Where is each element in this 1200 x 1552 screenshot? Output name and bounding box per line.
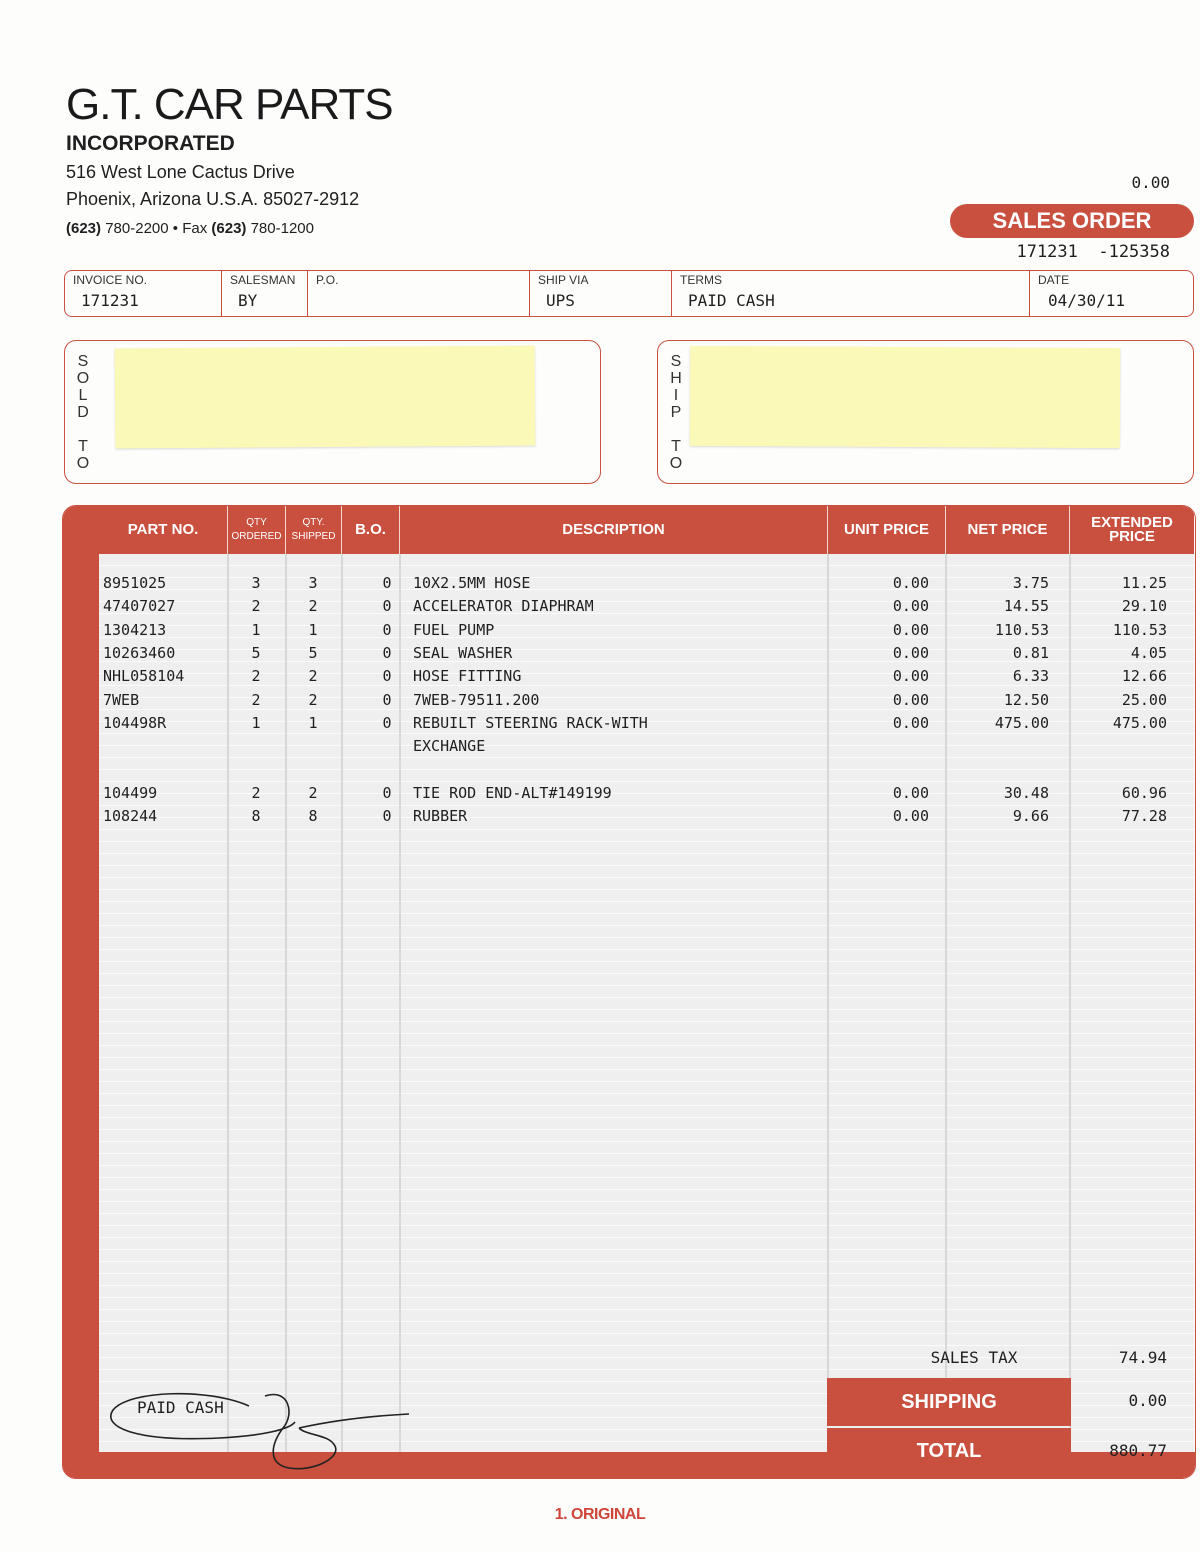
qty-ordered: 2 [251,691,261,709]
total-label: TOTAL [827,1428,1071,1479]
phone-number: 780-2200 [105,220,169,237]
phone-area: (623) [66,220,102,237]
extended-price: 29.10 [1121,597,1167,615]
net-price: 0.81 [1012,644,1049,662]
part-number: NHL058104 [103,667,185,685]
shipping-value: 0.00 [1128,1391,1167,1410]
header-description: DESCRIPTION [400,506,828,554]
backorder: 0 [382,714,392,732]
unit-price: 0.00 [892,784,929,802]
sales-order-title: SALES ORDER [950,204,1194,238]
backorder: 0 [382,621,392,639]
sales-tax-value: 74.94 [1118,1348,1167,1367]
date-value: 04/30/11 [1048,291,1126,310]
sold-to-box [64,340,601,484]
extended-price: 25.00 [1121,691,1167,709]
unit-price: 0.00 [892,644,929,662]
part-number: 108244 [103,807,158,825]
invoice-label: INVOICE NO. [73,273,148,287]
net-price: 12.50 [1003,691,1049,709]
unit-price: 0.00 [892,574,929,592]
extended-price: 110.53 [1112,621,1167,639]
description: 10X2.5MM HOSE [413,574,531,592]
unit-price: 0.00 [892,621,929,639]
qty-ordered: 3 [251,574,261,592]
qty-shipped: 2 [308,667,318,685]
fax-area: (623) [211,220,247,237]
salesman-value: BY [238,291,258,310]
date-cell [1030,271,1193,316]
description: SEAL WASHER [413,644,513,662]
header-extended-price: EXTENDED PRICE [1070,506,1194,554]
part-number: 8951025 [103,574,167,592]
unit-price: 0.00 [892,714,929,732]
company-phone [66,220,314,237]
description: 7WEB-79511.200 [413,691,540,709]
backorder: 0 [382,574,392,592]
qty-ordered: 2 [251,784,261,802]
part-number: 47407027 [103,597,176,615]
table-row [63,667,1167,689]
fax-prefix: • Fax [172,220,208,237]
qty-shipped: 1 [308,714,318,732]
extended-price: 60.96 [1121,784,1167,802]
unit-price: 0.00 [892,597,929,615]
table-row [63,621,1167,643]
signature-scribble-icon [99,1384,429,1474]
qty-ordered: 1 [251,621,261,639]
header-bo: B.O. [342,506,400,554]
redaction-sticky-note [690,346,1121,448]
company-address-line2: Phoenix, Arizona U.S.A. 85027-2912 [66,189,360,209]
company-subtitle: INCORPORATED [66,132,235,155]
invoice-value: 171231 [81,291,139,310]
payment-note: PAID CASH [137,1398,224,1417]
backorder: 0 [382,691,392,709]
terms-value: PAID CASH [688,291,775,310]
net-price: 6.33 [1012,667,1049,685]
qty-ordered: 5 [251,644,261,662]
header-part-no: PART NO. [99,506,228,554]
backorder: 0 [382,807,392,825]
table-row [63,597,1167,619]
backorder: 0 [382,597,392,615]
net-price: 30.48 [1003,784,1049,802]
terms-label: TERMS [680,273,722,287]
copy-label: 1. ORIGINAL [554,1506,646,1523]
description: REBUILT STEERING RACK-WITH [413,714,648,732]
salesman-cell [222,271,308,316]
backorder: 0 [382,667,392,685]
net-price: 9.66 [1012,807,1049,825]
to-word: T O [76,438,90,472]
description: HOSE FITTING [413,667,522,685]
extended-price: 11.25 [1121,574,1167,592]
shipping-label: SHIPPING [827,1378,1071,1426]
fax-number: 780-1200 [250,220,314,237]
shipvia-cell [530,271,672,316]
shipvia-value: UPS [546,291,575,310]
qty-shipped: 2 [308,691,318,709]
invoice-cell [65,271,222,316]
po-cell [308,271,530,316]
company-name: G.T. CAR PARTS [66,80,393,129]
extended-price: 77.28 [1121,807,1167,825]
salesman-label: SALESMAN [230,273,296,287]
net-price: 14.55 [1003,597,1049,615]
ship-to-label [668,353,684,472]
part-number: 7WEB [103,691,140,709]
terms-cell [672,271,1030,316]
ship-to-box [657,340,1194,484]
sold-to-label [75,353,91,472]
part-number: 10263460 [103,644,176,662]
table-row [63,691,1167,713]
net-price: 3.75 [1012,574,1049,592]
unit-price: 0.00 [892,807,929,825]
qty-shipped: 8 [308,807,318,825]
description: FUEL PUMP [413,621,495,639]
po-label: P.O. [316,273,339,287]
to-word: T O [669,438,683,472]
ship-word: S H I P [670,353,682,421]
description: EXCHANGE [413,737,486,755]
table-row [63,644,1167,666]
top-amount: 0.00 [1131,173,1170,192]
backorder: 0 [382,644,392,662]
description: RUBBER [413,807,468,825]
header-qty-shipped: QTY. SHIPPED [286,506,342,554]
net-price: 110.53 [994,621,1049,639]
company-address-line1: 516 West Lone Cactus Drive [66,162,295,182]
description: TIE ROD END-ALT#149199 [413,784,612,802]
qty-shipped: 3 [308,574,318,592]
qty-shipped: 5 [308,644,318,662]
table-row [63,784,1167,806]
part-number: 104498R [103,714,167,732]
table-row [63,574,1167,596]
unit-price: 0.00 [892,667,929,685]
qty-shipped: 2 [308,784,318,802]
header-qty-ordered: QTY ORDERED [228,506,286,554]
sales-tax-label: SALES TAX [930,1348,1018,1367]
unit-price: 0.00 [892,691,929,709]
part-number: 1304213 [103,621,167,639]
payment-note-area [99,1384,824,1452]
date-label: DATE [1038,273,1070,287]
extended-price: 12.66 [1121,667,1167,685]
net-price: 475.00 [994,714,1049,732]
shipvia-label: SHIP VIA [538,273,589,287]
sales-order-number: 171231 -125358 [1016,242,1170,262]
table-row [63,714,1167,736]
order-info-row [64,270,1194,317]
backorder: 0 [382,784,392,802]
items-table [62,505,1196,1479]
qty-shipped: 2 [308,597,318,615]
total-value: 880.77 [1109,1441,1167,1460]
sold-word: S O L D [76,353,90,421]
qty-ordered: 1 [251,714,261,732]
description: ACCELERATOR DIAPHRAM [413,597,594,615]
qty-ordered: 8 [251,807,261,825]
part-number: 104499 [103,784,158,802]
header-net-price: NET PRICE [946,506,1070,554]
header-unit-price: UNIT PRICE [828,506,946,554]
redaction-sticky-note [115,346,536,449]
qty-shipped: 1 [308,621,318,639]
extended-price: 475.00 [1112,714,1167,732]
qty-ordered: 2 [251,597,261,615]
table-row [63,737,1163,759]
extended-price: 4.05 [1130,644,1167,662]
table-row [63,807,1167,829]
qty-ordered: 2 [251,667,261,685]
